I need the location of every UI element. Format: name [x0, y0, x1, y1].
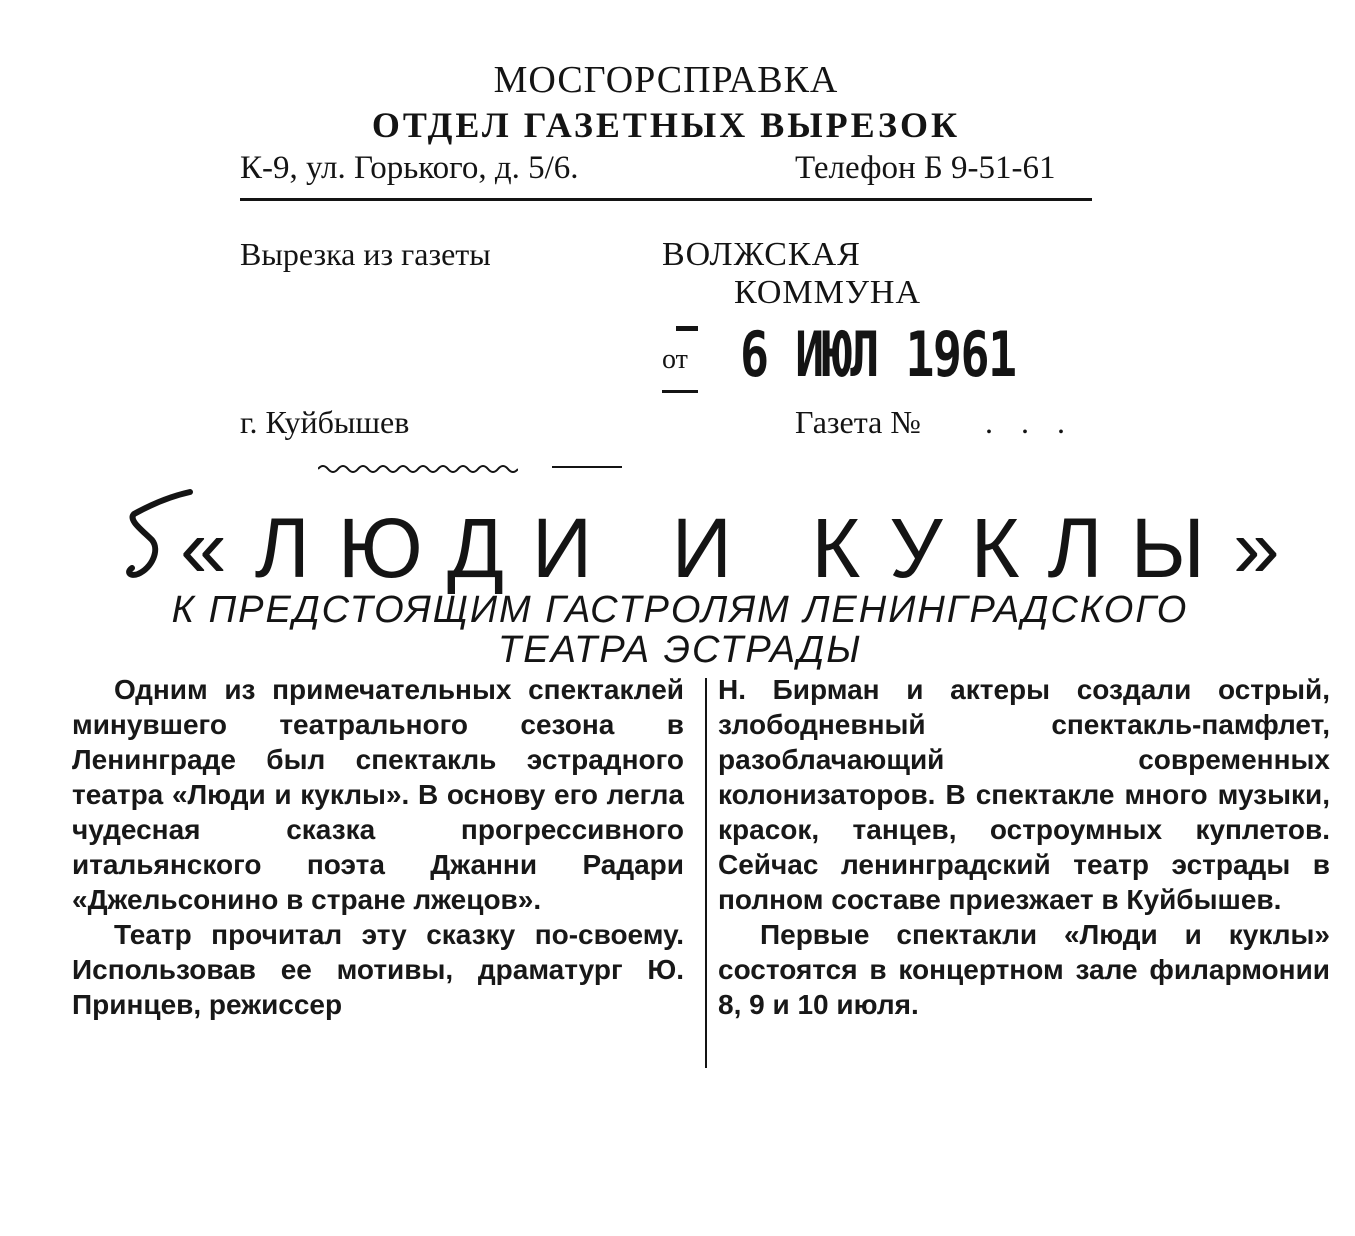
paragraph: Театр прочитал эту сказку по-своему. Использовав ее мотивы, драматург Ю. Принцев, режиссер	[72, 919, 684, 1020]
gazeta-number-label: Газета №	[795, 404, 921, 440]
newspaper-name-line1: ВОЛЖСКАЯ	[662, 236, 861, 273]
org-name: МОСГОРСПРАВКА	[493, 59, 839, 101]
article-subtitle: К ПРЕДСТОЯЩИМ ГАСТРОЛЯМ ЛЕНИНГРАДСКОГО ТЕАТРА ЭСТРАДЫ	[171, 589, 1189, 671]
short-rule	[552, 466, 622, 468]
clipping-label: Вырезка из газеты	[240, 236, 491, 272]
department-name: ОТДЕЛ ГАЗЕТНЫХ ВЫРЕЗОК	[371, 105, 961, 145]
newspaper-name	[662, 236, 921, 312]
phone: Телефон Б 9-51-61	[795, 150, 1056, 186]
from-mark	[676, 326, 698, 331]
from-underline	[662, 390, 698, 393]
article-title: «ЛЮДИ И КУКЛЫ»	[180, 501, 1308, 595]
from-label: от	[662, 344, 688, 375]
date-stamp: 6 ИЮЛ 1961	[740, 318, 1016, 391]
paragraph: Одним из примечательных спектаклей минувшего театрального сезона в Ленинграде был спектакль эстрадного театра «Люди и куклы». В основу его легла чудесная сказка прогрессивного итальянского поэта Джанни Радари «Джельсонино в стране лжецов».	[72, 674, 684, 915]
paragraph-continuation: Н. Бирман и актеры создали острый, злободневный спектакль-памфлет, разоблачающий современных колонизаторов. В спектакле много музыки, красок, танцев, остроумных куплетов. Сейчас ленинградский театр эстрады в полном составе приезжает в Куйбышев.	[718, 674, 1330, 915]
gazeta-number-dots: . . .	[985, 404, 1075, 440]
newspaper-name-line2: КОММУНА	[734, 274, 922, 311]
paragraph: Первые спектакли «Люди и куклы» состоятся в концертном зале филармонии 8, 9 и 10 июля.	[718, 919, 1330, 1020]
left-column	[72, 672, 684, 1022]
address: К-9, ул. Горького, д. 5/6.	[240, 150, 579, 186]
column-divider	[705, 678, 707, 1068]
wavy-rule	[318, 462, 518, 476]
city: г. Куйбышев	[240, 404, 410, 440]
right-column	[718, 672, 1330, 1022]
header-rule	[240, 198, 1092, 201]
